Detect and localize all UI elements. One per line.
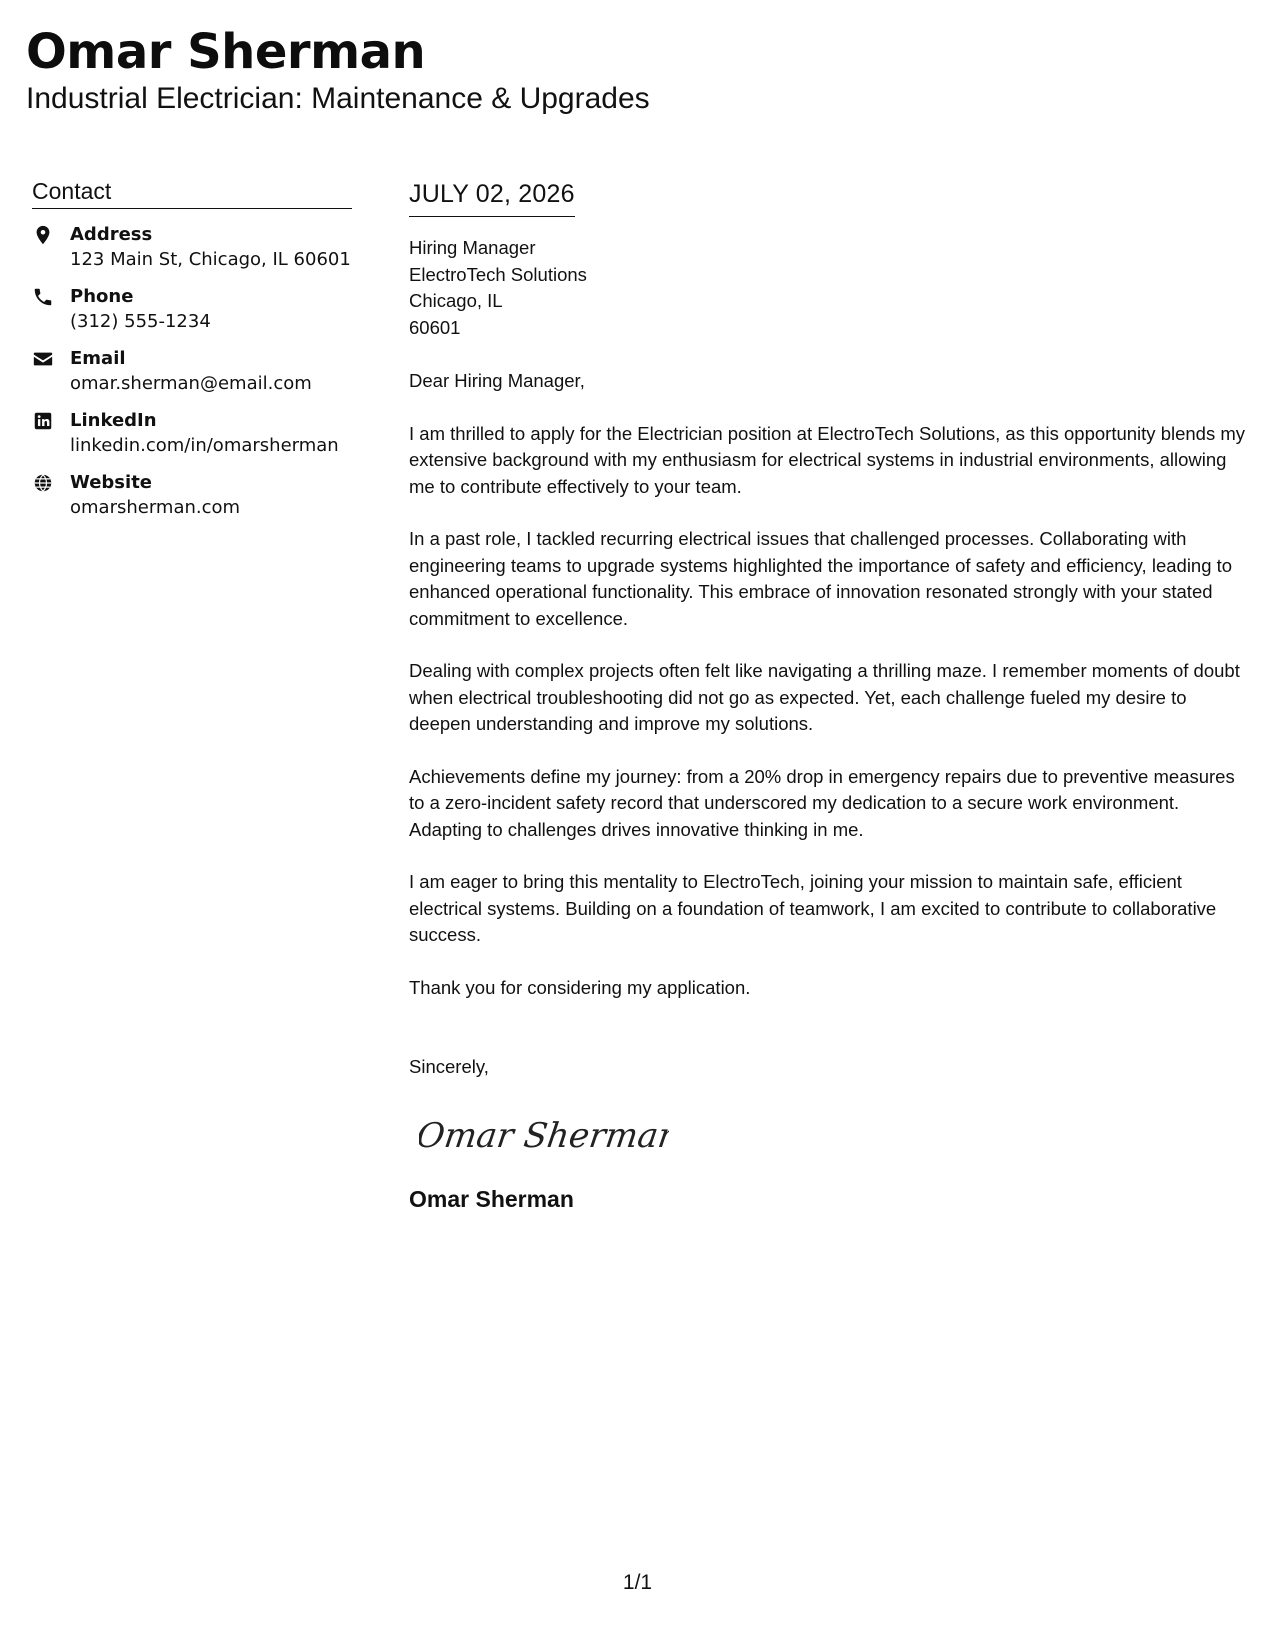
body-paragraph: Dealing with complex projects often felt like navigating a thrilling maze. I remember moments of doubt when electrical troubleshooting did not go as expected. Yet, each challenge fueled my desire to deepen understanding and improve my solutions. (409, 660, 1240, 734)
address-value: 123 Main St, Chicago, IL 60601 (70, 249, 351, 270)
website-value[interactable]: omarsherman.com (70, 497, 241, 518)
phone-icon (32, 286, 54, 308)
contact-linkedin (32, 409, 352, 458)
globe-icon (32, 472, 54, 494)
body-paragraph: I am eager to bring this mentality to ElectroTech, joining your mission to maintain safe, efficient electrical systems. Building on a foundation of teamwork, I am excited to contribute to collaborative success. (409, 871, 1217, 945)
recipient-line: Chicago, IL (409, 290, 503, 311)
body-paragraph: Achievements define my journey: from a 20% drop in emergency repairs due to preventive measures to a zero-incident safety record that underscored my dedication to a secure work environment. Adapting to challenges drives innovative thinking in me. (409, 765, 1235, 840)
email-label: Email (70, 348, 126, 369)
linkedin-label: LinkedIn (70, 410, 157, 431)
website-label: Website (70, 472, 153, 493)
envelope-icon (32, 348, 54, 370)
job-title: Industrial Electrician: Maintenance & Upgrades (26, 82, 650, 115)
closing: Sincerely, (409, 1056, 489, 1077)
applicant-name: Omar Sherman (26, 24, 426, 80)
recipient-line: ElectroTech Solutions (409, 263, 587, 285)
contact-address (32, 223, 352, 272)
contact-email (32, 347, 352, 396)
email-value[interactable]: omar.sherman@email.com (70, 373, 312, 394)
handwritten-signature (419, 1105, 669, 1167)
svg-text:Omar Sherman (419, 1116, 669, 1156)
linkedin-value[interactable]: linkedin.com/in/omarsherman (70, 435, 339, 456)
body-paragraph: In a past role, I tackled recurring electrical issues that challenged processes. Collaborating with engineering teams to upgrade systems highlighted the importance of safety and efficiency, leading to enhanced operational functionality. This embrace of innovation resonated strongly with your stated commitment to excellence. (409, 528, 1233, 629)
contact-phone (32, 285, 352, 334)
signature-text: Omar Sherman (419, 1115, 669, 1156)
contact-website (32, 471, 352, 520)
letter-date: JULY 02, 2026 (409, 178, 575, 217)
signed-name: Omar Sherman (409, 1186, 574, 1212)
phone-value[interactable]: (312) 555-1234 (70, 311, 211, 332)
body-paragraph: Thank you for considering my application. (409, 976, 751, 998)
salutation: Dear Hiring Manager, (409, 370, 585, 391)
map-pin-icon (32, 224, 54, 246)
contact-heading: Contact (32, 176, 352, 209)
address-label: Address (70, 224, 153, 245)
body-paragraph: I am thrilled to apply for the Electrician position at ElectroTech Solutions, as this opportunity blends my extensive background with my enthusiasm for electrical systems in industrial environments, allowing me to contribute effectively to your team. (409, 422, 1246, 497)
recipient-line: 60601 (409, 316, 461, 338)
letter-header (26, 22, 650, 116)
recipient-line: Hiring Manager (409, 237, 536, 258)
contact-sidebar (32, 176, 352, 533)
recipient-block (409, 235, 1249, 341)
linkedin-icon (32, 410, 54, 432)
page-indicator: 1/1 (622, 1571, 653, 1594)
phone-label: Phone (70, 286, 134, 307)
letter-body (409, 178, 1249, 1214)
